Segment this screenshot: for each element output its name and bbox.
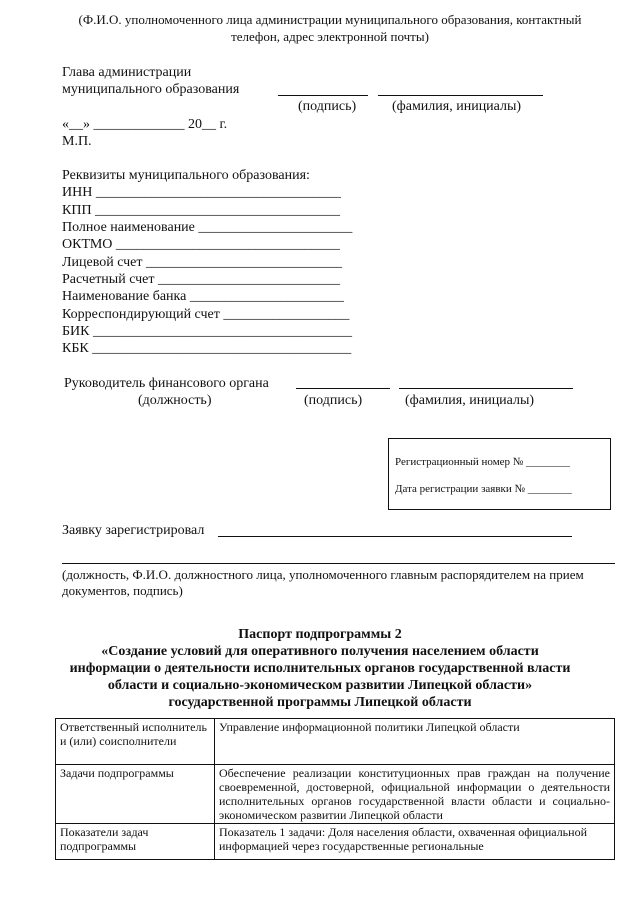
requisite-correspondent-account: Корреспондирующий счет __________________ [62,307,350,322]
stamp-label: М.П. [62,134,92,149]
registered-by-line [218,536,572,537]
row-label-indicators: Показатели задач подпрограммы [56,824,215,860]
requisite-kbk: КБК _____________________________________ [62,341,352,356]
head-name-caption: (фамилия, инициалы) [392,99,522,114]
table-row [56,719,615,765]
head-signature-caption: (подпись) [298,99,357,114]
official-caption-line1: (должность, Ф.И.О. должностного лица, уполномоченного главным распорядителем на прием [62,567,584,582]
head-title-line2: муниципального образования [62,82,240,97]
row-value-indicators: Показатель 1 задачи: Доля населения области, охваченная официальной информацией через государственные региональные [215,824,615,860]
finance-head-signature-caption: (подпись) [304,393,363,408]
head-name-line [378,95,543,96]
passport-subtitle-line3: области и социально-экономическом развитии Липецкой области» [107,678,533,693]
requisite-inn: ИНН ___________________________________ [62,185,341,200]
passport-subtitle-line4: государственной программы Липецкой области [168,695,472,710]
registered-by-label: Заявку зарегистрировал [62,523,205,538]
registration-date-label: Дата регистрации заявки № ________ [395,483,572,495]
contact-person-caption-line2: телефон, адрес электронной почты) [231,29,429,44]
finance-head-position-caption: (должность) [138,393,212,408]
row-value-executor: Управление информационной политики Липецкой области [215,719,615,765]
requisite-oktmo: ОКТМО ________________________________ [62,237,340,252]
requisites-heading: Реквизиты муниципального образования: [62,168,310,183]
registration-box [388,438,611,510]
finance-head-signature-line [296,388,390,389]
requisite-bik: БИК _____________________________________ [62,324,352,339]
row-value-tasks: Обеспечение реализации конституционных прав граждан на получение своевременной, достоверной, официальной информации о деятельности исполнительных органов государственной власти области и социально-экономическом развитии Липецкой области [215,765,615,824]
official-caption-line2: документов, подпись) [62,583,183,598]
requisite-full-name: Полное наименование ______________________ [62,220,353,235]
requisite-bank-name: Наименование банка ______________________ [62,289,344,304]
head-title-line1: Глава администрации [62,65,192,80]
passport-subtitle-line2: информации о деятельности исполнительных органов государственной власти [69,661,571,676]
requisite-settlement-account: Расчетный счет __________________________ [62,272,341,287]
passport-subtitle-line1: «Создание условий для оперативного получения населением области [101,644,539,659]
requisite-kpp: КПП ___________________________________ [62,203,341,218]
head-signature-line [278,95,368,96]
row-label-executor: Ответственный исполнитель и (или) соисполнители [56,719,215,765]
finance-head-name-line [399,388,573,389]
registration-number-label: Регистрационный номер № ________ [395,456,571,468]
table-row [56,765,615,824]
date-line: «__» _____________ 20__ г. [62,117,228,132]
passport-table [55,718,615,860]
finance-head-name-caption: (фамилия, инициалы) [405,393,535,408]
requisite-personal-account: Лицевой счет ____________________________ [62,255,343,270]
contact-person-caption-line1: (Ф.И.О. уполномоченного лица администрации муниципального образования, контактный [78,12,582,27]
table-row [56,824,615,860]
finance-head-label: Руководитель финансового органа [64,376,269,391]
passport-title: Паспорт подпрограммы 2 [238,627,402,642]
row-label-tasks: Задачи подпрограммы [56,765,215,824]
official-signature-line [62,563,615,564]
